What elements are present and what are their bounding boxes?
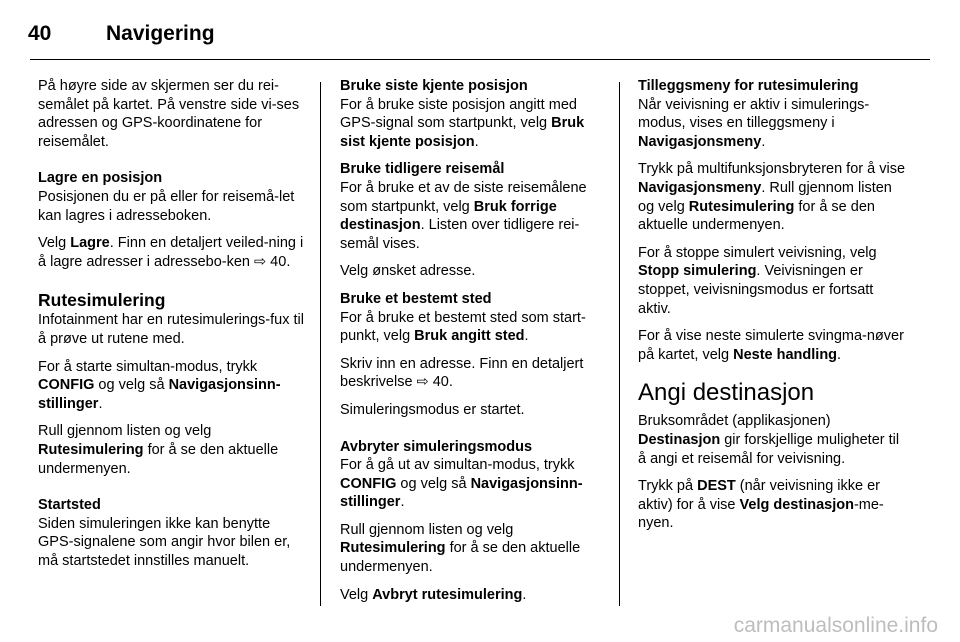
velg2-paragraph <box>340 586 608 605</box>
keyword: Stopp simulering <box>638 263 757 280</box>
text: for å se den aktuelle undermenyen. <box>340 540 581 576</box>
watermark: carmanualsonline.info <box>733 614 938 637</box>
text: Trykk på multifunksjonsbryteren for å vise <box>638 161 906 178</box>
page-number: 40 <box>28 22 52 45</box>
section-rutesimulering <box>38 289 304 348</box>
keyword: Navigasjonsmeny <box>638 179 762 196</box>
text: gir forskjellige muligheter til å angi et reisemål for veivisning. <box>638 431 900 467</box>
section-siste <box>340 77 608 151</box>
text: Når veivisning er aktiv i simulerings-modus, vises en tilleggsmeny i <box>638 96 870 132</box>
text: . Listen over tidligere rei-semål vises. <box>340 217 580 252</box>
keyword: Bruk sist kjente posisjon <box>340 115 585 150</box>
text: . Finn en detaljert veiled-ning i å lagre adresser i adressebo-ken ⇨ 40. <box>38 235 304 270</box>
subheading-bestemt: Bruke et bestemt sted <box>340 290 492 307</box>
keyword: Navigasjonsinn-stillinger <box>340 475 583 511</box>
text: For å gå ut av simultan-modus, trykk <box>340 457 575 474</box>
text: For å bruke et av de siste reisemålene som startpunkt, velg <box>340 179 587 215</box>
header-rule <box>30 59 930 60</box>
text: og velg så <box>94 377 169 394</box>
keyword: Destinasjon <box>638 431 721 448</box>
section-lagre <box>38 169 304 225</box>
keyword: Navigasjonsmeny <box>638 133 762 150</box>
text: For å vise neste simulerte svingma-nøver på kartet, velg <box>638 328 904 363</box>
subheading-avbryt: Avbryter simuleringsmodus <box>340 438 533 455</box>
text: . Veivisningen er stoppet, veivisningsmodus er fortsatt aktiv. <box>638 263 874 317</box>
intro-paragraph: På høyre side av skjermen ser du rei-semålet på kartet. På venstre side vi-ses adressen og GPS-koordinatene for reisemålet. <box>38 78 300 150</box>
heading-rutesimulering: Rutesimulering <box>38 290 166 311</box>
keyword: CONFIG <box>38 377 95 394</box>
onsket-paragraph: Velg ønsket adresse. <box>340 263 476 280</box>
column-divider-1 <box>320 82 321 606</box>
start-paragraph <box>38 358 304 414</box>
section-tidligere <box>340 160 608 253</box>
rutesim-text: Infotainment har en rutesimulerings-fux til å prøve ut rutene med. <box>38 312 304 347</box>
text: . <box>524 328 529 345</box>
text: . <box>837 346 842 363</box>
section-startsted <box>38 496 304 570</box>
rull2-paragraph <box>340 521 608 577</box>
text: -me-nyen. <box>638 496 884 532</box>
column-2 <box>340 77 608 613</box>
subheading-siste: Bruke siste kjente posisjon <box>340 78 528 94</box>
dest-paragraph <box>638 477 906 533</box>
column-divider-2 <box>619 82 620 606</box>
page-header <box>28 14 215 54</box>
section-tillegg <box>638 77 906 151</box>
trykk-paragraph <box>638 160 906 234</box>
section-bestemt <box>340 290 608 346</box>
text: (når veivisning ikke er aktiv) for å vise <box>638 478 881 513</box>
keyword: Bruk forrige destinasjon <box>340 198 557 234</box>
subheading-startsted: Startsted <box>38 497 101 514</box>
section-avbryt <box>340 438 608 512</box>
keyword: Avbryt rutesimulering <box>372 586 523 603</box>
chapter-title: Navigering <box>106 22 215 45</box>
keyword: Rutesimulering <box>340 540 446 557</box>
text: For å stoppe simulert veivisning, velg <box>638 244 877 261</box>
text: For å bruke et bestemt sted som start-punkt, velg <box>340 309 586 345</box>
keyword: DEST <box>697 478 736 495</box>
velg-lagre-paragraph <box>38 234 304 271</box>
text: Trykk på <box>638 478 698 495</box>
text: . <box>98 395 103 412</box>
text: og velg så <box>396 475 471 492</box>
skriv-paragraph: Skriv inn en adresse. Finn en detaljert beskrivelse ⇨ 40. <box>340 355 584 391</box>
text: . Rull gjennom listen og velg <box>638 179 892 215</box>
text: . <box>761 133 766 150</box>
neste-paragraph <box>638 327 906 364</box>
text: Rull gjennom listen og velg <box>38 423 212 440</box>
subheading-lagre: Lagre en posisjon <box>38 170 163 187</box>
text: . <box>474 133 479 150</box>
text: for å se den aktuelle undermenyen. <box>638 198 875 234</box>
keyword: Velg destinasjon <box>739 496 854 513</box>
stopp-paragraph <box>638 244 906 318</box>
section-angi <box>638 378 906 468</box>
text: Bruksområdet (applikasjonen) <box>638 413 831 430</box>
heading-angi-destinasjon: Angi destinasjon <box>638 379 815 407</box>
startsted-text: Siden simuleringen ikke kan benytte GPS-signalene som angir hvor bilen er, må startstedet innstilles manuelt. <box>38 515 291 569</box>
keyword: Lagre <box>70 235 110 252</box>
keyword: Rutesimulering <box>38 441 144 458</box>
keyword: Neste handling <box>733 346 838 363</box>
keyword: Bruk angitt sted <box>414 328 525 345</box>
keyword: CONFIG <box>340 475 397 492</box>
keyword: Navigasjonsinn-stillinger <box>38 377 281 412</box>
text: Velg <box>38 235 71 252</box>
rull-paragraph <box>38 422 304 478</box>
startet-paragraph: Simuleringsmodus er startet. <box>340 401 525 418</box>
text: For å bruke siste posisjon angitt med GPS-signal som startpunkt, velg <box>340 96 577 132</box>
text: . <box>400 494 405 511</box>
subheading-tillegg: Tilleggsmeny for rutesimulering <box>638 78 859 94</box>
subheading-tidligere: Bruke tidligere reisemål <box>340 161 505 178</box>
text: For å starte simultan-modus, trykk <box>38 358 258 375</box>
text: Velg <box>340 586 373 603</box>
text: . <box>522 586 527 603</box>
text: Rull gjennom listen og velg <box>340 521 514 538</box>
text: for å se den aktuelle undermenyen. <box>38 441 279 477</box>
column-3 <box>638 77 906 542</box>
lagre-text: Posisjonen du er på eller for reisemå-let kan lagres i adresseboken. <box>38 188 295 224</box>
column-1 <box>38 77 304 579</box>
keyword: Rutesimulering <box>688 198 795 215</box>
